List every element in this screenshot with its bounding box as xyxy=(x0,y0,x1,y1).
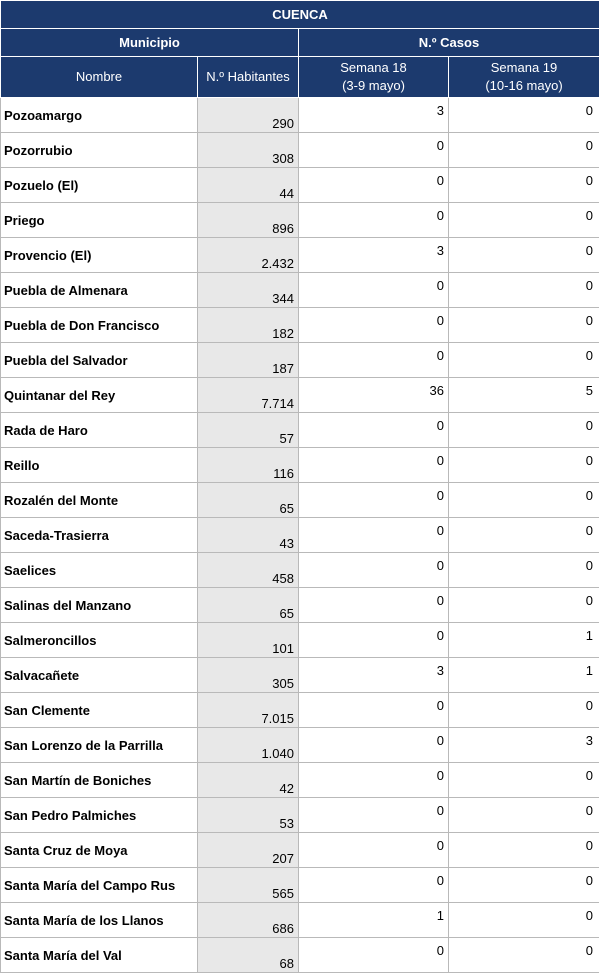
habitantes-cell: 896 xyxy=(198,203,299,238)
semana-18-cases-cell: 3 xyxy=(299,98,449,133)
semana-18-cases-cell: 0 xyxy=(299,203,449,238)
semana-19-cases-cell: 0 xyxy=(449,763,599,798)
semana-19-cases-cell: 0 xyxy=(449,133,599,168)
municipio-name-cell: San Pedro Palmiches xyxy=(1,798,198,833)
group-header-row xyxy=(1,29,599,57)
semana-18-cases-cell: 0 xyxy=(299,868,449,903)
habitantes-cell: 565 xyxy=(198,868,299,903)
column-header-row xyxy=(1,57,599,98)
habitantes-cell: 344 xyxy=(198,273,299,308)
header-habitantes: N.º Habitantes xyxy=(198,57,299,98)
table-row xyxy=(1,98,599,133)
table-row xyxy=(1,308,599,343)
municipio-name-cell: San Martín de Boniches xyxy=(1,763,198,798)
municipio-name-cell: Rozalén del Monte xyxy=(1,483,198,518)
municipio-name-cell: Pozuelo (El) xyxy=(1,168,198,203)
semana-18-cases-cell: 0 xyxy=(299,763,449,798)
municipio-name-cell: Santa María del Campo Rus xyxy=(1,868,198,903)
table-row xyxy=(1,203,599,238)
habitantes-cell: 57 xyxy=(198,413,299,448)
habitantes-cell: 43 xyxy=(198,518,299,553)
semana-19-cases-cell: 0 xyxy=(449,588,599,623)
semana-19-cases-cell: 0 xyxy=(449,413,599,448)
semana-18-cases-cell: 0 xyxy=(299,308,449,343)
habitantes-cell: 68 xyxy=(198,938,299,973)
municipio-name-cell: Saelices xyxy=(1,553,198,588)
semana-18-cases-cell: 0 xyxy=(299,448,449,483)
semana-18-cases-cell: 0 xyxy=(299,413,449,448)
municipio-name-cell: Salmeroncillos xyxy=(1,623,198,658)
semana-18-cases-cell: 0 xyxy=(299,553,449,588)
semana-19-cases-cell: 0 xyxy=(449,833,599,868)
municipio-name-cell: Rada de Haro xyxy=(1,413,198,448)
habitantes-cell: 101 xyxy=(198,623,299,658)
header-semana-19-dates: (10-16 mayo) xyxy=(485,78,562,93)
habitantes-cell: 308 xyxy=(198,133,299,168)
habitantes-cell: 182 xyxy=(198,308,299,343)
table-row xyxy=(1,588,599,623)
semana-18-cases-cell: 3 xyxy=(299,238,449,273)
municipio-name-cell: Salinas del Manzano xyxy=(1,588,198,623)
table-row xyxy=(1,448,599,483)
table-row xyxy=(1,728,599,763)
semana-19-cases-cell: 0 xyxy=(449,553,599,588)
semana-19-cases-cell: 0 xyxy=(449,203,599,238)
semana-18-cases-cell: 0 xyxy=(299,938,449,973)
municipio-name-cell: Santa María del Val xyxy=(1,938,198,973)
habitantes-cell: 65 xyxy=(198,483,299,518)
table-row xyxy=(1,903,599,938)
habitantes-cell: 305 xyxy=(198,658,299,693)
table-row xyxy=(1,343,599,378)
table-row xyxy=(1,623,599,658)
semana-18-cases-cell: 0 xyxy=(299,693,449,728)
municipio-name-cell: Puebla de Almenara xyxy=(1,273,198,308)
table-title: CUENCA xyxy=(1,1,599,29)
municipio-name-cell: Pozorrubio xyxy=(1,133,198,168)
habitantes-cell: 187 xyxy=(198,343,299,378)
table-row xyxy=(1,238,599,273)
header-nombre: Nombre xyxy=(1,57,198,98)
table-row xyxy=(1,413,599,448)
table-row xyxy=(1,133,599,168)
semana-19-cases-cell: 0 xyxy=(449,693,599,728)
header-municipio: Municipio xyxy=(1,29,299,57)
table-body xyxy=(1,98,599,973)
table-row xyxy=(1,938,599,973)
municipio-name-cell: Santa María de los Llanos xyxy=(1,903,198,938)
table-row xyxy=(1,273,599,308)
habitantes-cell: 458 xyxy=(198,553,299,588)
habitantes-cell: 116 xyxy=(198,448,299,483)
semana-19-cases-cell: 0 xyxy=(449,273,599,308)
table-row xyxy=(1,378,599,413)
semana-19-cases-cell: 0 xyxy=(449,168,599,203)
header-semana-19-label: Semana 19 xyxy=(491,60,558,75)
semana-18-cases-cell: 1 xyxy=(299,903,449,938)
municipio-name-cell: Provencio (El) xyxy=(1,238,198,273)
semana-19-cases-cell: 5 xyxy=(449,378,599,413)
semana-19-cases-cell: 0 xyxy=(449,938,599,973)
semana-19-cases-cell: 1 xyxy=(449,658,599,693)
semana-18-cases-cell: 0 xyxy=(299,798,449,833)
table-row xyxy=(1,798,599,833)
habitantes-cell: 1.040 xyxy=(198,728,299,763)
semana-18-cases-cell: 0 xyxy=(299,343,449,378)
municipio-name-cell: San Lorenzo de la Parrilla xyxy=(1,728,198,763)
semana-18-cases-cell: 0 xyxy=(299,518,449,553)
semana-18-cases-cell: 0 xyxy=(299,168,449,203)
table-row xyxy=(1,763,599,798)
header-semana-18-label: Semana 18 xyxy=(340,60,407,75)
municipio-name-cell: Puebla del Salvador xyxy=(1,343,198,378)
table-row xyxy=(1,833,599,868)
municipio-name-cell: San Clemente xyxy=(1,693,198,728)
municipio-name-cell: Puebla de Don Francisco xyxy=(1,308,198,343)
habitantes-cell: 44 xyxy=(198,168,299,203)
table-row xyxy=(1,518,599,553)
header-semana-18-dates: (3-9 mayo) xyxy=(342,78,405,93)
semana-18-cases-cell: 0 xyxy=(299,133,449,168)
municipio-name-cell: Reillo xyxy=(1,448,198,483)
habitantes-cell: 290 xyxy=(198,98,299,133)
semana-19-cases-cell: 0 xyxy=(449,868,599,903)
habitantes-cell: 2.432 xyxy=(198,238,299,273)
semana-18-cases-cell: 0 xyxy=(299,483,449,518)
habitantes-cell: 42 xyxy=(198,763,299,798)
header-semana-19 xyxy=(449,57,599,98)
habitantes-cell: 686 xyxy=(198,903,299,938)
semana-18-cases-cell: 0 xyxy=(299,833,449,868)
semana-19-cases-cell: 0 xyxy=(449,238,599,273)
semana-19-cases-cell: 0 xyxy=(449,448,599,483)
semana-18-cases-cell: 0 xyxy=(299,728,449,763)
habitantes-cell: 207 xyxy=(198,833,299,868)
municipio-name-cell: Salvacañete xyxy=(1,658,198,693)
municipio-name-cell: Quintanar del Rey xyxy=(1,378,198,413)
habitantes-cell: 7.714 xyxy=(198,378,299,413)
habitantes-cell: 7.015 xyxy=(198,693,299,728)
title-row xyxy=(1,1,599,29)
semana-19-cases-cell: 1 xyxy=(449,623,599,658)
table-row xyxy=(1,553,599,588)
table-row xyxy=(1,483,599,518)
semana-19-cases-cell: 0 xyxy=(449,308,599,343)
header-semana-18 xyxy=(299,57,449,98)
semana-19-cases-cell: 0 xyxy=(449,343,599,378)
table-row xyxy=(1,168,599,203)
semana-18-cases-cell: 0 xyxy=(299,273,449,308)
semana-19-cases-cell: 0 xyxy=(449,483,599,518)
table-row xyxy=(1,658,599,693)
semana-19-cases-cell: 0 xyxy=(449,903,599,938)
semana-18-cases-cell: 0 xyxy=(299,588,449,623)
municipio-name-cell: Pozoamargo xyxy=(1,98,198,133)
semana-19-cases-cell: 0 xyxy=(449,98,599,133)
header-casos: N.º Casos xyxy=(299,29,599,57)
semana-19-cases-cell: 3 xyxy=(449,728,599,763)
municipio-name-cell: Santa Cruz de Moya xyxy=(1,833,198,868)
semana-18-cases-cell: 36 xyxy=(299,378,449,413)
semana-18-cases-cell: 3 xyxy=(299,658,449,693)
municipio-name-cell: Saceda-Trasierra xyxy=(1,518,198,553)
semana-19-cases-cell: 0 xyxy=(449,518,599,553)
habitantes-cell: 65 xyxy=(198,588,299,623)
habitantes-cell: 53 xyxy=(198,798,299,833)
table-row xyxy=(1,693,599,728)
table-row xyxy=(1,868,599,903)
semana-19-cases-cell: 0 xyxy=(449,798,599,833)
municipio-name-cell: Priego xyxy=(1,203,198,238)
semana-18-cases-cell: 0 xyxy=(299,623,449,658)
